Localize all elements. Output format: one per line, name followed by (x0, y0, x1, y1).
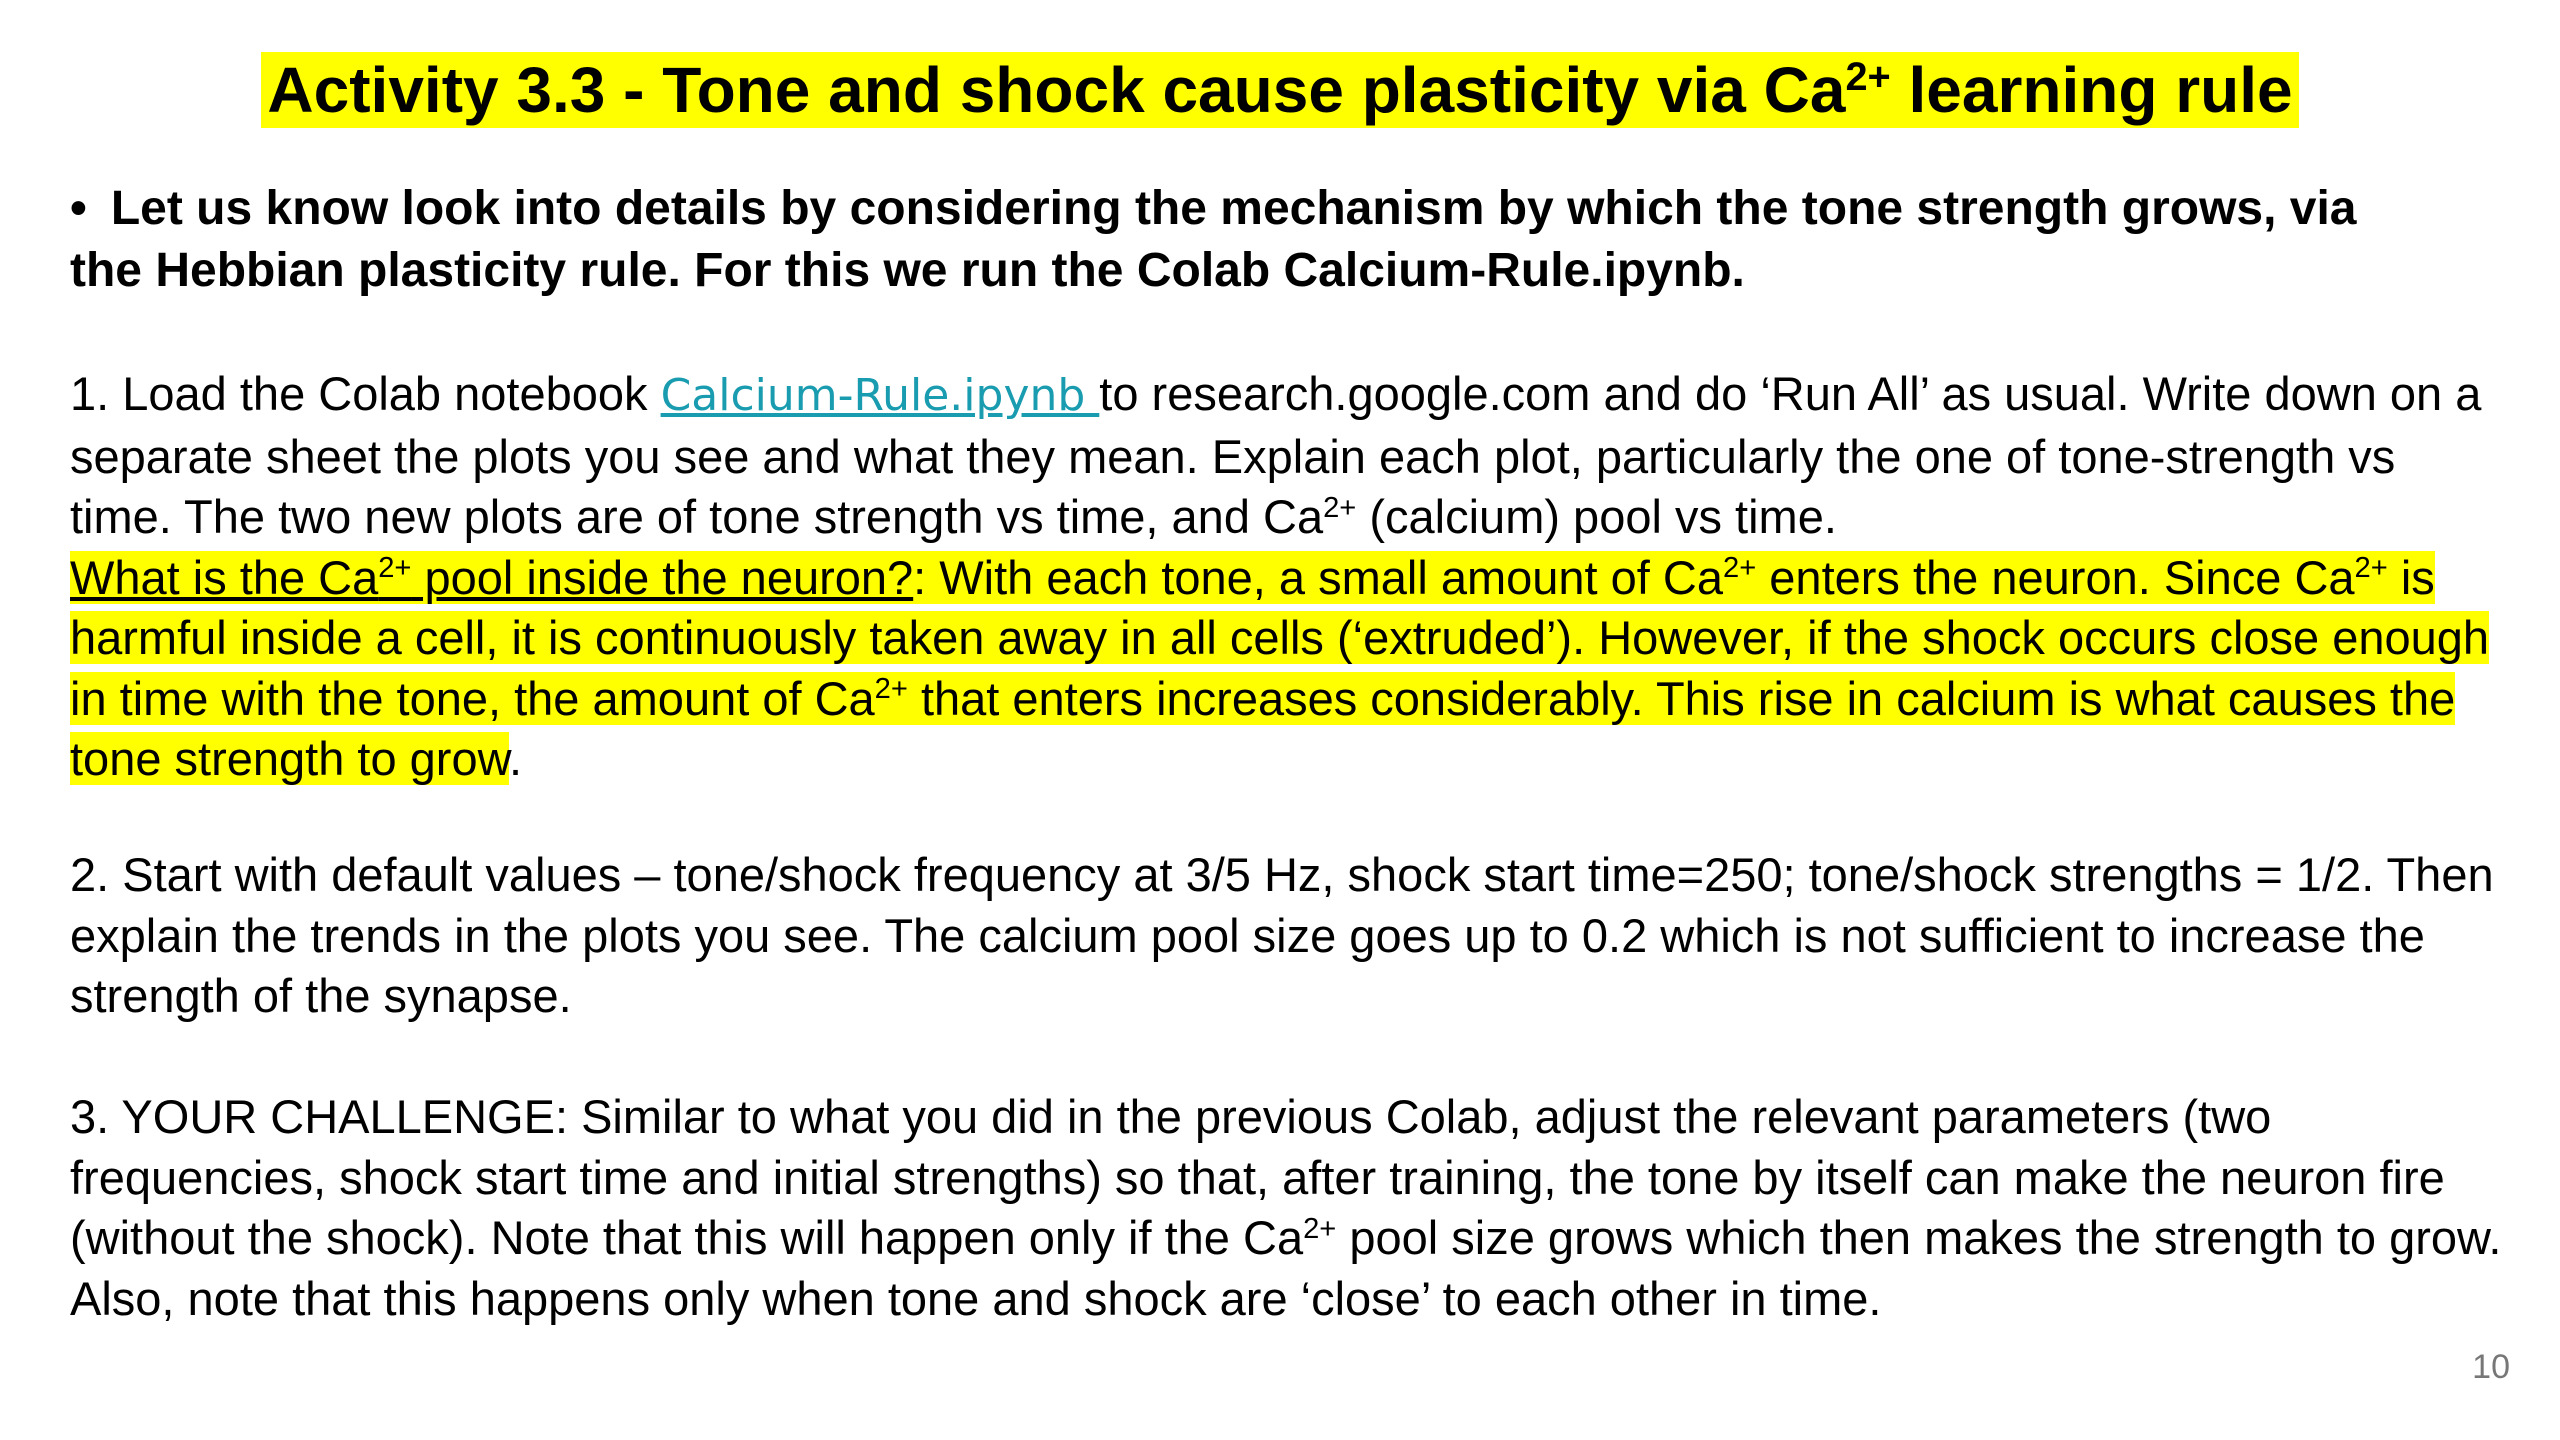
calcium-question-part-1: What is the Ca (70, 550, 379, 604)
step-3-paragraph (70, 1087, 2510, 1329)
title-highlight (261, 52, 2298, 128)
step-3-part-1: 3. YOUR CHALLENGE: Similar to what you did in the previous Colab, adjust the relevant parameters (two frequencies, shock start time and initial strengths) so that, after training, the tone by itself can make the neuron fire (without the shock). Note that this will happen only if the Ca (70, 1090, 2445, 1264)
calcium-explanation-highlight (70, 551, 2489, 786)
calcium-answer-4: that enters increases considerably. This rise in calcium is what causes the tone strength to grow (70, 671, 2456, 785)
calcium-answer-superscript-2: 2+ (2354, 552, 2388, 585)
calcium-answer-3: is harmful inside a cell, it is continuously taken away in all cells (‘extruded’). However, if the shock occurs close enough in time with the tone, the amount of Ca (70, 550, 2490, 725)
colab-notebook-link[interactable]: Calcium-Rule.ipynb (660, 370, 1100, 421)
step-2-paragraph: 2. Start with default values – tone/shock frequency at 3/5 Hz, shock start time=250; tone/shock strengths = 1/2. Then explain the trends in the plots you see. The calcium pool size goes up to 0.2 which is not sufficient to increase the strength of the synapse. (70, 848, 2494, 1022)
bullet-icon: • (70, 182, 87, 235)
step-1-pool-text: (calcium) pool vs time. (1356, 490, 1837, 543)
intro-bullet (70, 178, 2510, 302)
calcium-answer-1: : With each tone, a small amount of Ca (913, 550, 1724, 604)
page-number: 10 (2472, 1348, 2510, 1386)
bullet-line-2: the Hebbian plasticity rule. For this we run the Colab Calcium-Rule.ipynb. (70, 244, 1745, 297)
step-3-superscript: 2+ (1303, 1212, 1337, 1245)
calcium-answer-superscript-1: 2+ (1723, 552, 1757, 585)
calcium-answer-superscript-3: 2+ (874, 673, 908, 706)
step-3-part-2: pool size grows which then makes the strength to grow. Also, note that this happens only when tone and shock are ‘close’ to each other in time. (70, 1211, 2502, 1325)
bullet-line-1: Let us know look into details by considering the mechanism by which the tone strength grows, via (110, 182, 2357, 235)
step-1-instructions: to research.google.com and do ‘Run All’ as usual. Write down on a separate sheet the plots you see and what they mean. Explain each plot, particularly the one of tone-strength vs time. The two new plots are of tone strength vs time, and Ca (70, 367, 2482, 543)
step-1-superscript: 2+ (1323, 491, 1357, 524)
calcium-answer-2: enters the neuron. Since Ca (1756, 550, 2355, 604)
title-superscript: 2+ (1845, 55, 1891, 100)
slide-title (0, 50, 2560, 130)
calcium-question (70, 551, 913, 604)
step-1-intro: 1. Load the Colab notebook (70, 367, 661, 420)
step-1-end: . (508, 732, 523, 785)
calcium-question-part-2: pool inside the neuron? (411, 550, 914, 604)
title-text: Activity 3.3 - Tone and shock cause plasticity via Ca (267, 54, 1846, 126)
calcium-question-superscript: 2+ (378, 552, 412, 585)
title-tail: learning rule (1890, 54, 2293, 126)
step-1-paragraph (70, 364, 2510, 790)
